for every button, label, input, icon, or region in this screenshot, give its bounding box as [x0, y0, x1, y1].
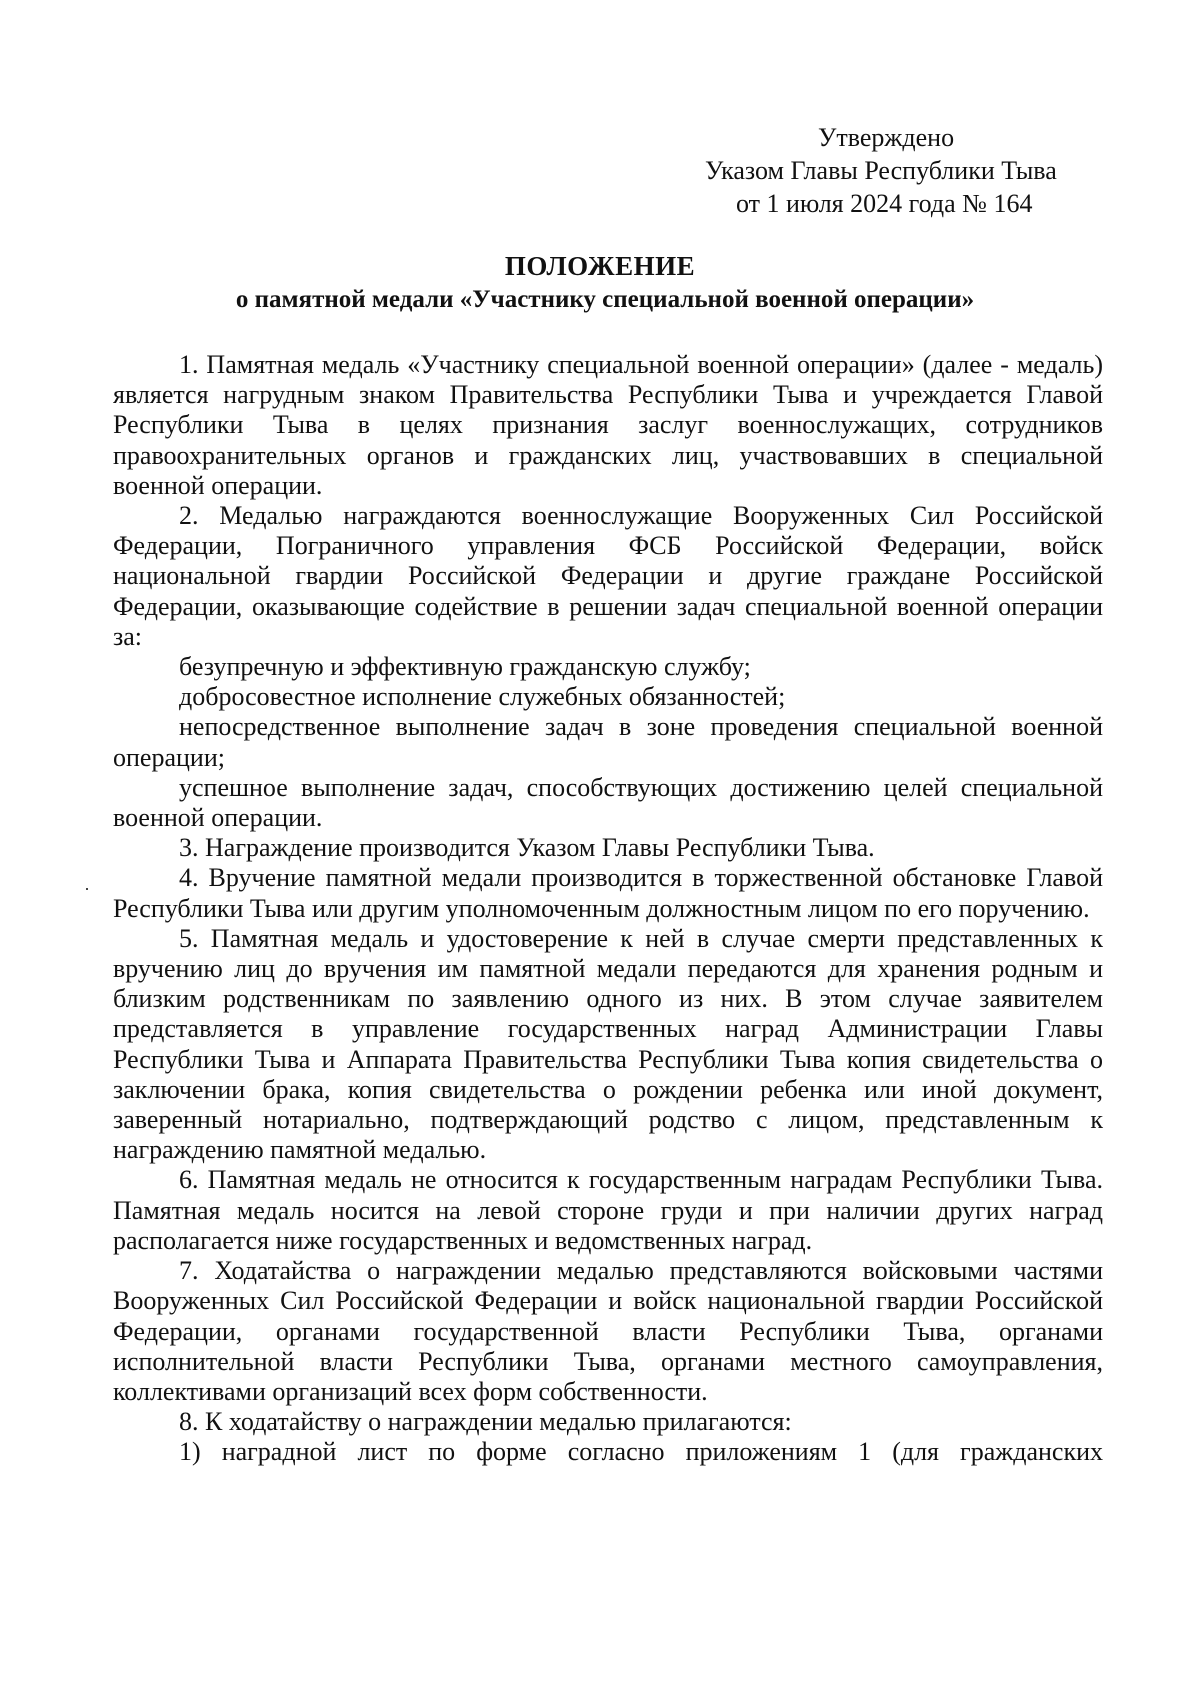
- paragraph-1: 1. Памятная медаль «Участнику специальной военной операции» (далее - медаль) является нагрудным знаком Правительства Республики Тыва и учреждается Главой Республики Тыва в целях признания заслуг военнослужащих, сотрудников правоохранительных органов и гражданских лиц, участвовавших в специальной военной операции.: [113, 350, 1103, 500]
- approval-line-2: Указом Главы Республики Тыва: [705, 156, 1057, 185]
- document-body: [113, 350, 1103, 1468]
- paragraph-3: 3. Награждение производится Указом Главы Республики Тыва.: [179, 833, 875, 863]
- document-subtitle: о памятной медали «Участнику специальной военной операции»: [235, 286, 975, 313]
- scan-speck: [86, 888, 88, 890]
- list-item-1: безупречную и эффективную гражданскую службу;: [179, 652, 751, 682]
- approval-stamp: [700, 121, 1100, 220]
- paragraph-4: 4. Вручение памятной медали производится в торжественной обстановке Главой Республики Тыва или другим уполномоченным должностным лицом по его поручению.: [113, 863, 1103, 923]
- paragraph-6: 6. Памятная медаль не относится к государственным наградам Республики Тыва. Памятная медаль носится на левой стороне груди и при наличии других наград располагается ниже государственных и ведомственных наград.: [113, 1165, 1103, 1255]
- paragraph-7: 7. Ходатайства о награждении медалью представляются войсковыми частями Вооруженных Сил Российской Федерации и войск национальной гвардии Российской Федерации, органами государственной власти Республики Тыва, органами исполнительной власти Республики Тыва, органами местного самоуправления, коллективами организаций всех форм собственности.: [113, 1256, 1103, 1406]
- paragraph-8-item-1: 1) наградной лист по форме согласно приложениям 1 (для гражданских: [179, 1437, 1103, 1467]
- paragraph-5: 5. Памятная медаль и удостоверение к ней в случае смерти представленных к вручению лиц до вручения им памятной медали передаются для хранения родным и близким родственникам по заявлению одного из них. В этом случае заявителем представляется в управление государственных наград Администрации Главы Республики Тыва и Аппарата Правительства Республики Тыва копия свидетельства о заключении брака, копия свидетельства о рождении ребенка или иной документ, заверенный нотариально, подтверждающий родство с лицом, представленным к награждению памятной медалью.: [113, 923, 1103, 1165]
- approval-line-1: Утверждено: [818, 123, 955, 152]
- approval-line-3: от 1 июля 2024 года № 164: [736, 189, 1033, 218]
- list-item-4: успешное выполнение задач, способствующих достижению целей специальной военной операции.: [113, 772, 1103, 833]
- document-title: ПОЛОЖЕНИЕ: [504, 251, 696, 281]
- paragraph-8: 8. К ходатайству о награждении медалью прилагаются:: [179, 1407, 792, 1437]
- list-item-3: непосредственное выполнение задач в зоне проведения специальной военной операции;: [113, 712, 1103, 772]
- list-item-2: добросовестное исполнение служебных обязанностей;: [179, 682, 786, 712]
- paragraph-2: 2. Медалью награждаются военнослужащие Вооруженных Сил Российской Федерации, Пограничного управления ФСБ Российской Федерации, войск национальной гвардии Российской Федерации и другие граждане Российской Федерации, оказывающие содействие в решении задач специальной военной операции за:: [113, 501, 1103, 651]
